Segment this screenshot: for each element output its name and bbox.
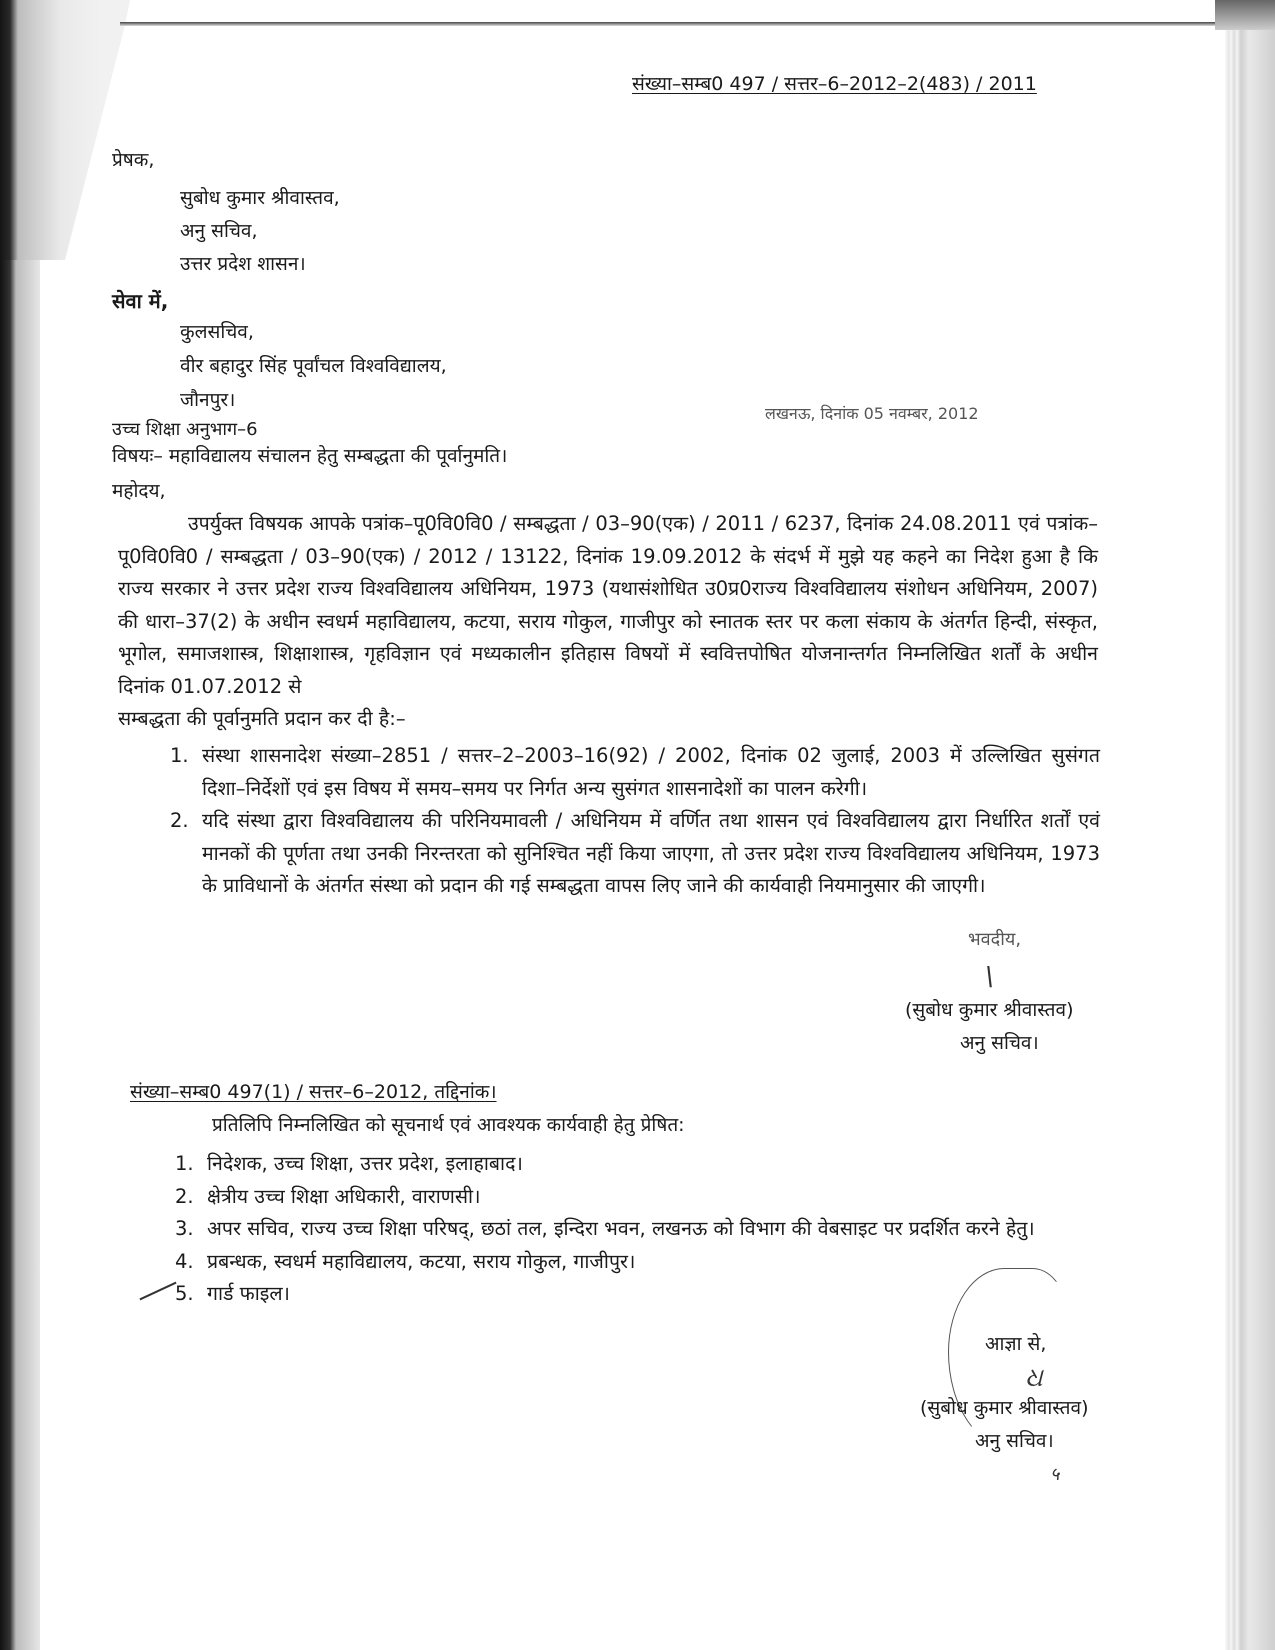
page-number-mark: ५ xyxy=(1050,1464,1060,1485)
closing: भवदीय, xyxy=(968,929,1022,950)
copy-recipient-item xyxy=(175,1213,1100,1246)
copy-recipients-list xyxy=(175,1148,1100,1311)
body-paragraph xyxy=(118,508,1098,736)
body-last-line: सम्बद्धता की पूर्वानुमति प्रदान कर दी है:– xyxy=(118,707,406,730)
copy-signature-name: (सुबोध कुमार श्रीवास्तव) xyxy=(920,1397,1089,1419)
order-note: आज्ञा से, xyxy=(985,1333,1047,1355)
sender-designation: अनु सचिव, xyxy=(180,220,258,242)
copy-recipient-number: 5. xyxy=(175,1282,194,1305)
copy-recipient-text: अपर सचिव, राज्य उच्च शिक्षा परिषद्, छठां तल, इन्दिरा भवन, लखनऊ को विभाग की वेबसाइट पर प्रदर्शित करने हेतु। xyxy=(207,1217,1035,1240)
copy-reference-number: संख्या–सम्ब0 497(1) / सत्तर–6–2012, तद्दिनांक। xyxy=(130,1081,497,1103)
recipient-city: जौनपुर। xyxy=(180,389,236,411)
condition-number: 1. xyxy=(170,744,189,767)
subject-line: विषयः– महाविद्यालय संचालन हेतु सम्बद्धता की पूर्वानुमति। xyxy=(112,445,508,467)
condition-text: यदि संस्था द्वारा विश्वविद्यालय की परिनियमावली / अधिनियम में वर्णित तथा शासन एवं विश्वविद्यालय द्वारा निर्धारित शर्तों एवं मानकों की पूर्णता तथा उनकी निरन्तरता को सुनिश्चित नहीं किया जाएगा, तो उत्तर प्रदेश राज्य विश्वविद्यालय अधिनियम, 1973 के प्राविधानों के अंतर्गत संस्था को प्रदान की गई सम्बद्धता वापस लिए जाने की कार्यवाही नियमानुसार की जाएगी। xyxy=(202,809,1100,897)
condition-item xyxy=(170,740,1100,805)
signature-mark: \ xyxy=(985,962,994,992)
reference-number: संख्या–सम्ब0 497 / सत्तर–6–2012–2(483) / 2011 xyxy=(632,73,1037,95)
copy-recipient-text: गार्ड फाइल। xyxy=(207,1282,290,1305)
condition-item xyxy=(170,805,1100,903)
copy-recipient-text: प्रबन्धक, स्वधर्म महाविद्यालय, कटया, सराय गोकुल, गाजीपुर। xyxy=(207,1249,636,1273)
recipient-institution: वीर बहादुर सिंह पूर्वांचल विश्वविद्यालय, xyxy=(180,355,447,377)
recipient-designation: कुलसचिव, xyxy=(180,321,254,343)
copy-recipient-number: 2. xyxy=(175,1184,194,1208)
sender-name: सुबोध कुमार श्रीवास्तव, xyxy=(180,187,340,209)
copy-intro: प्रतिलिपि निम्नलिखित को सूचनार्थ एवं आवश्यक कार्यवाही हेतु प्रेषित: xyxy=(212,1114,685,1136)
signature-name: (सुबोध कुमार श्रीवास्तव) xyxy=(905,999,1074,1021)
copy-recipient-item xyxy=(175,1181,1100,1214)
place-date: लखनऊ, दिनांक 05 नवम्बर, 2012 xyxy=(765,404,979,423)
copy-recipient-item xyxy=(175,1148,1100,1181)
signature-designation: अनु सचिव। xyxy=(960,1032,1039,1054)
salutation: महोदय, xyxy=(112,480,166,502)
conditions-list xyxy=(170,740,1100,903)
tick-mark xyxy=(139,1282,176,1301)
copy-recipient-number: 4. xyxy=(175,1249,194,1273)
copy-signature-designation: अनु सचिव। xyxy=(975,1430,1054,1452)
signature-loop xyxy=(948,1268,1070,1450)
copy-recipient-number: 3. xyxy=(175,1217,194,1240)
recipient-label: सेवा में, xyxy=(112,289,169,313)
condition-number: 2. xyxy=(170,809,189,832)
copy-recipient-text: क्षेत्रीय उच्च शिक्षा अधिकारी, वाराणसी। xyxy=(207,1184,481,1208)
initials-mark: ଧ xyxy=(1025,1363,1043,1393)
section-name: उच्च शिक्षा अनुभाग–6 xyxy=(112,419,258,440)
copy-recipient-item xyxy=(175,1246,1100,1279)
copy-recipient-text: निदेशक, उच्च शिक्षा, उत्तर प्रदेश, इलाहाबाद। xyxy=(207,1152,523,1175)
sender-label: प्रेषक, xyxy=(112,149,155,171)
condition-text: संस्था शासनादेश संख्या–2851 / सत्तर–2–2003–16(92) / 2002, दिनांक 02 जुलाई, 2003 में उल्लिखित सुसंगत दिशा–निर्देशों एवं इस विषय में समय–समय पर निर्गत अन्य सुसंगत शासनादेशों का पालन करेगी। xyxy=(202,744,1100,800)
copy-recipient-number: 1. xyxy=(175,1152,194,1175)
body-text: उपर्युक्त विषयक आपके पत्रांक–पू0वि0वि0 / सम्बद्धता / 03–90(एक) / 2011 / 6237, दिनांक 24.08.2011 एवं पत्रांक–पू0वि0वि0 / सम्बद्धता / 03–90(एक) / 2012 / 13122, दिनांक 19.09.2012 के संदर्भ में मुझे यह कहने का निदेश हुआ है कि राज्य सरकार ने उत्तर प्रदेश राज्य विश्वविद्यालय अधिनियम, 1973 (यथासंशोधित उ0प्र0राज्य विश्वविद्यालय संशोधन अधिनियम, 2007) की धारा–37(2) के अधीन स्वधर्म महाविद्यालय, कटया, सराय गोकुल, गाजीपुर को स्नातक स्तर पर कला संकाय के अंतर्गत हिन्दी, संस्कृत, भूगोल, समाजशास्त्र, शिक्षाशास्त्र, गृहविज्ञान एवं मध्यकालीन इतिहास विषयों में स्ववित्तपोषित योजनान्तर्गत निम्नलिखित शर्तों के अधीन दिनांक 01.07.2012 से xyxy=(118,512,1098,698)
sender-office: उत्तर प्रदेश शासन। xyxy=(180,253,306,275)
